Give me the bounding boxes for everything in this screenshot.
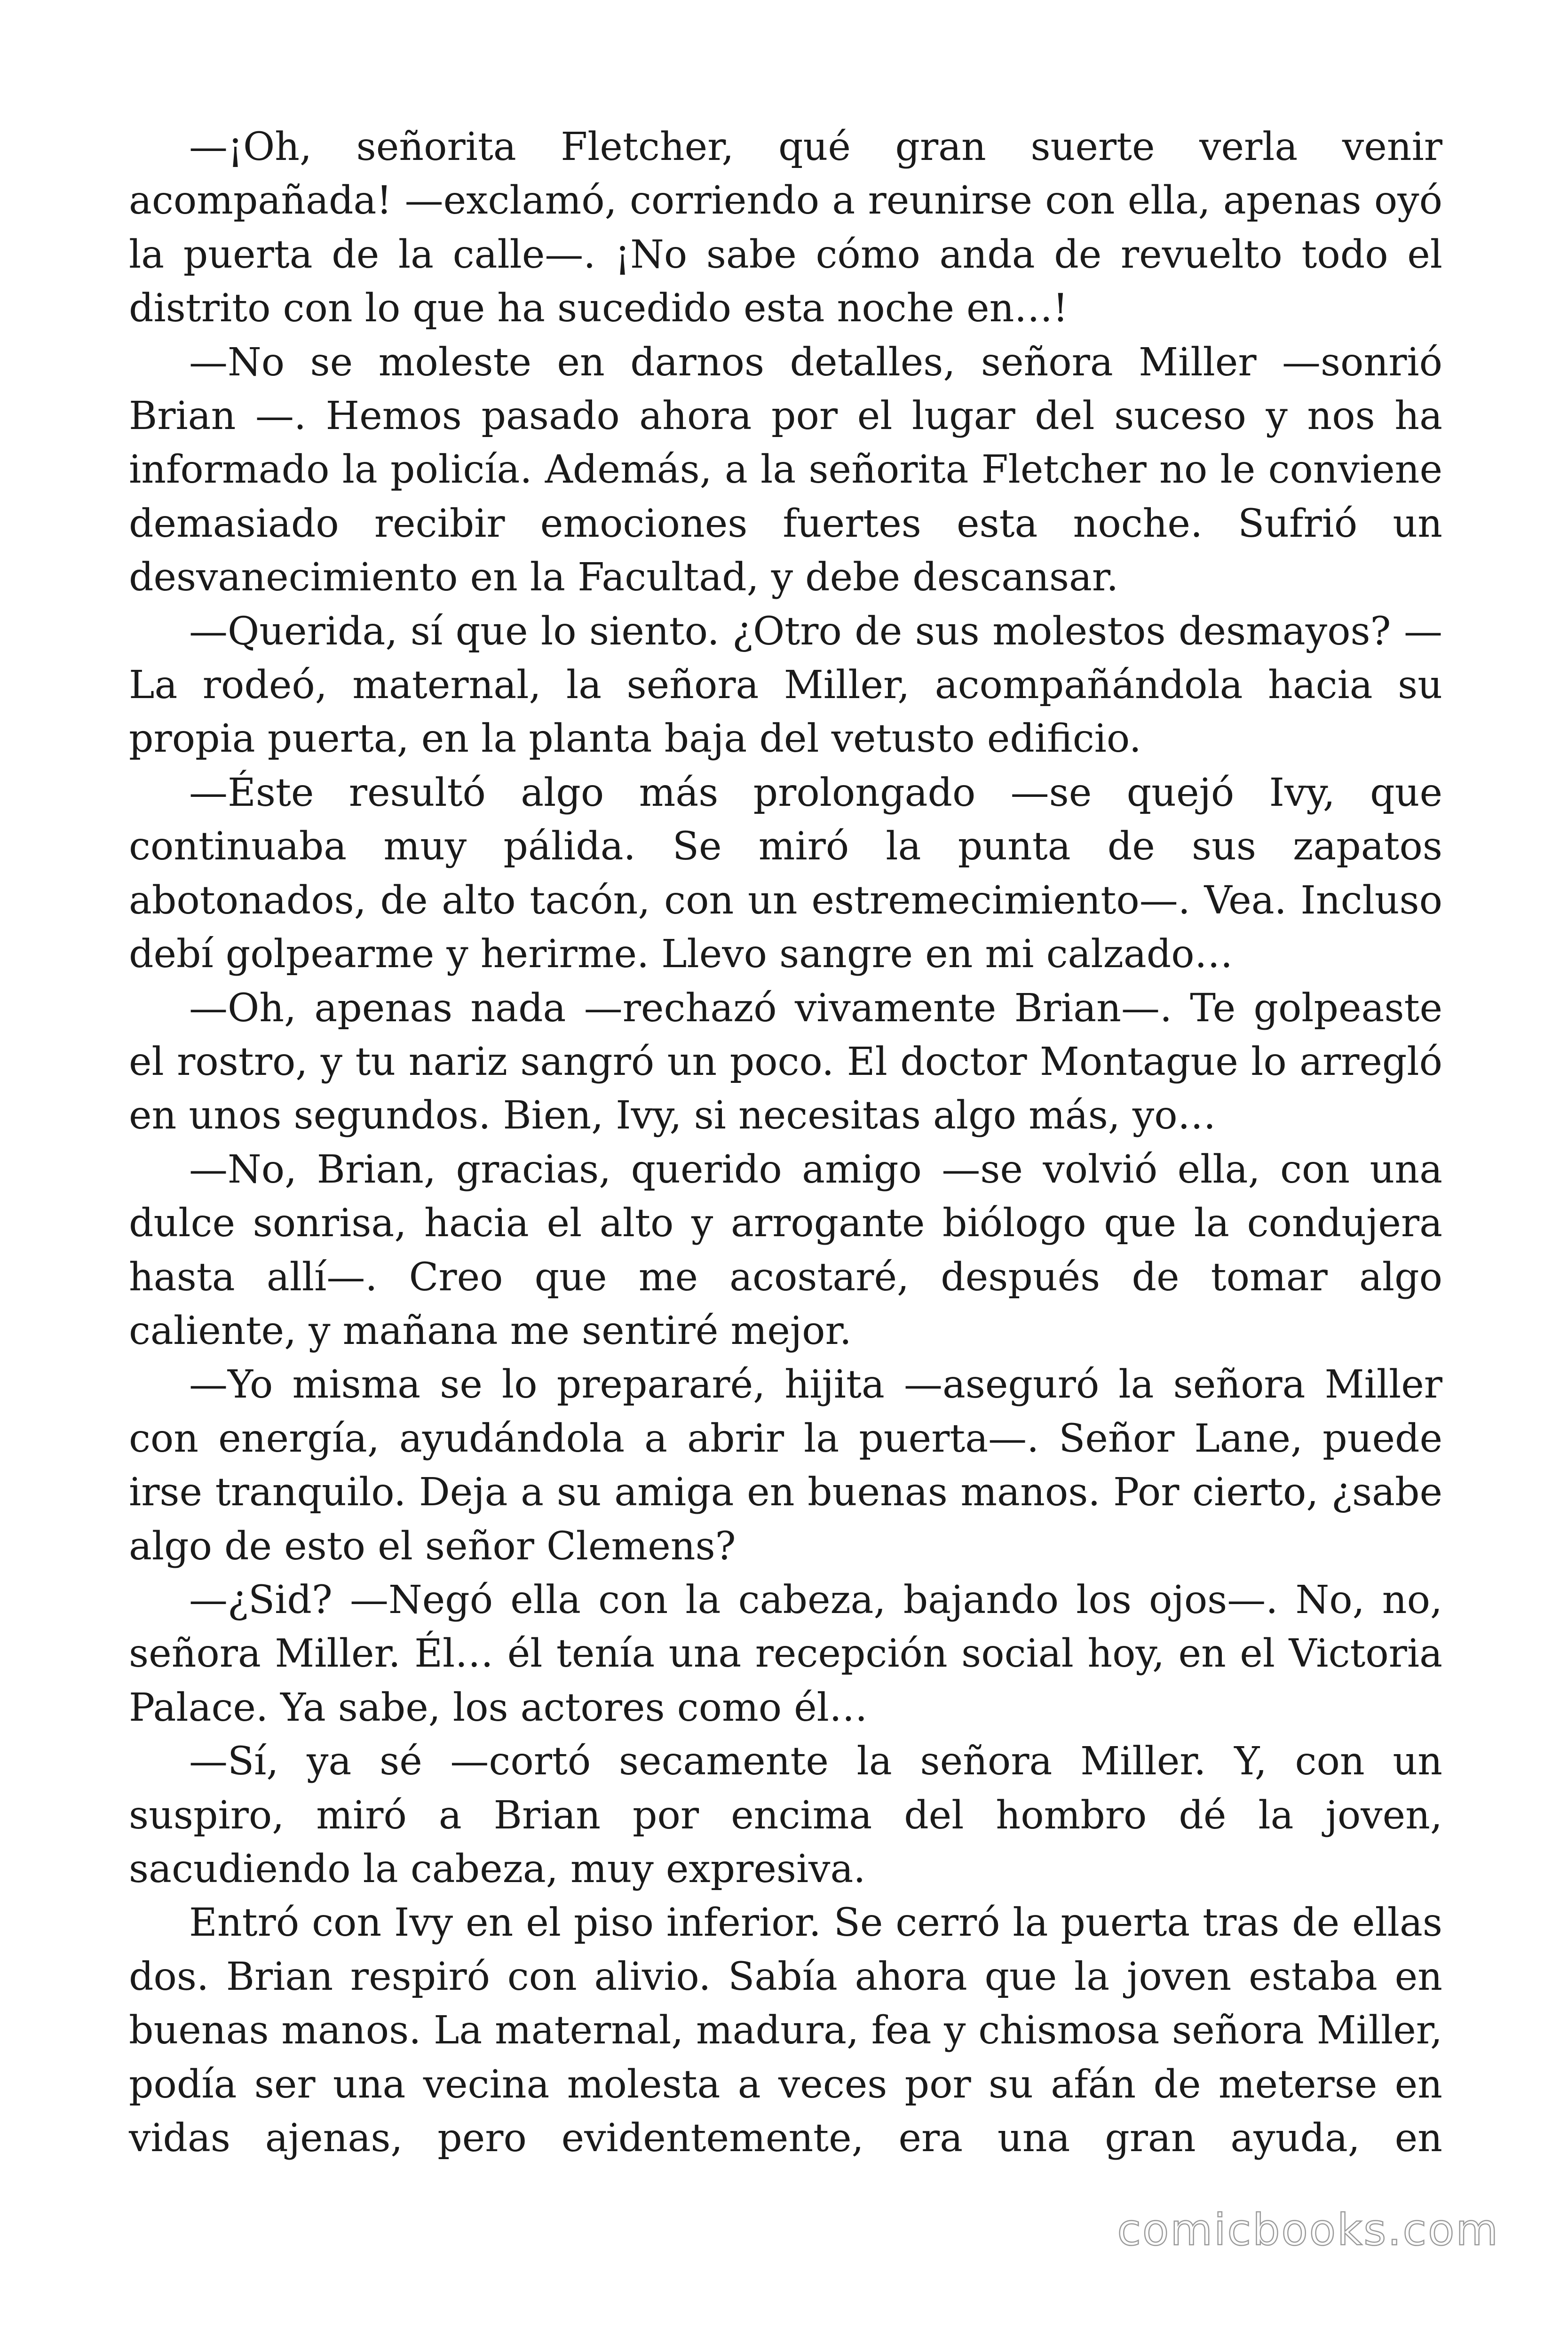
paragraph: —No, Brian, gracias, querido amigo —se volvió ella, con una dulce sonrisa, hacia el alto y arrogante biólogo que la condujera hasta allí—. Creo que me acostaré, después de tomar algo caliente, y mañana me sentiré mejor.: [129, 1147, 1442, 1353]
paragraph-last: Entró con Ivy en el piso inferior. Se cerró la puerta tras de ellas dos. Brian respiró con alivio. Sabía ahora que la joven estaba en buenas manos. La maternal, madura, fea y chismosa señora Miller, podía ser una vecina molesta a veces por su afán de meterse en vidas ajenas, pero evidentemente, era una gran ayuda, en: [129, 1900, 1442, 2161]
book-page-text: [129, 120, 1442, 2165]
paragraph: —Querida, sí que lo siento. ¿Otro de sus molestos desmayos? —La rodeó, maternal, la señora Miller, acompañándola hacia su propia puerta, en la planta baja del vetusto edificio.: [129, 609, 1442, 762]
paragraph: —¡Oh, señorita Fletcher, qué gran suerte verla venir acompañada! —exclamó, corriendo a reunirse con ella, apenas oyó la puerta de la calle—. ¡No sabe cómo anda de revuelto todo el distrito con lo que ha sucedido esta noche en…!: [129, 125, 1442, 331]
paragraph: —No se moleste en darnos detalles, señora Miller —sonrió Brian —. Hemos pasado ahora por el lugar del suceso y nos ha informado la policía. Además, a la señorita Fletcher no le conviene demasiado recibir emociones fuertes esta noche. Sufrió un desvanecimiento en la Facultad, y debe descansar.: [129, 340, 1442, 600]
paragraph: —Oh, apenas nada —rechazó vivamente Brian—. Te golpeaste el rostro, y tu nariz sangró un poco. El doctor Montague lo arregló en unos segundos. Bien, Ivy, si necesitas algo más, yo…: [129, 985, 1442, 1138]
paragraph: —¿Sid? —Negó ella con la cabeza, bajando los ojos—. No, no, señora Miller. Él… él tenía una recepción social hoy, en el Victoria Palace. Ya sabe, los actores como él…: [129, 1577, 1442, 1730]
watermark-logo: comicbooks.com: [1117, 2205, 1499, 2255]
paragraph: —Yo misma se lo prepararé, hijita —aseguró la señora Miller con energía, ayudándola a abrir la puerta—. Señor Lane, puede irse tranquilo. Deja a su amiga en buenas manos. Por cierto, ¿sabe algo de esto el señor Clemens?: [129, 1362, 1442, 1569]
paragraph: —Sí, ya sé —cortó secamente la señora Miller. Y, con un suspiro, miró a Brian por encima del hombro dé la joven, sacudiendo la cabeza, muy expresiva.: [129, 1739, 1442, 1891]
paragraph: —Éste resultó algo más prolongado —se quejó Ivy, que continuaba muy pálida. Se miró la punta de sus zapatos abotonados, de alto tacón, con un estremecimiento—. Vea. Incluso debí golpearme y herirme. Llevo sangre en mi calzado…: [129, 770, 1442, 977]
